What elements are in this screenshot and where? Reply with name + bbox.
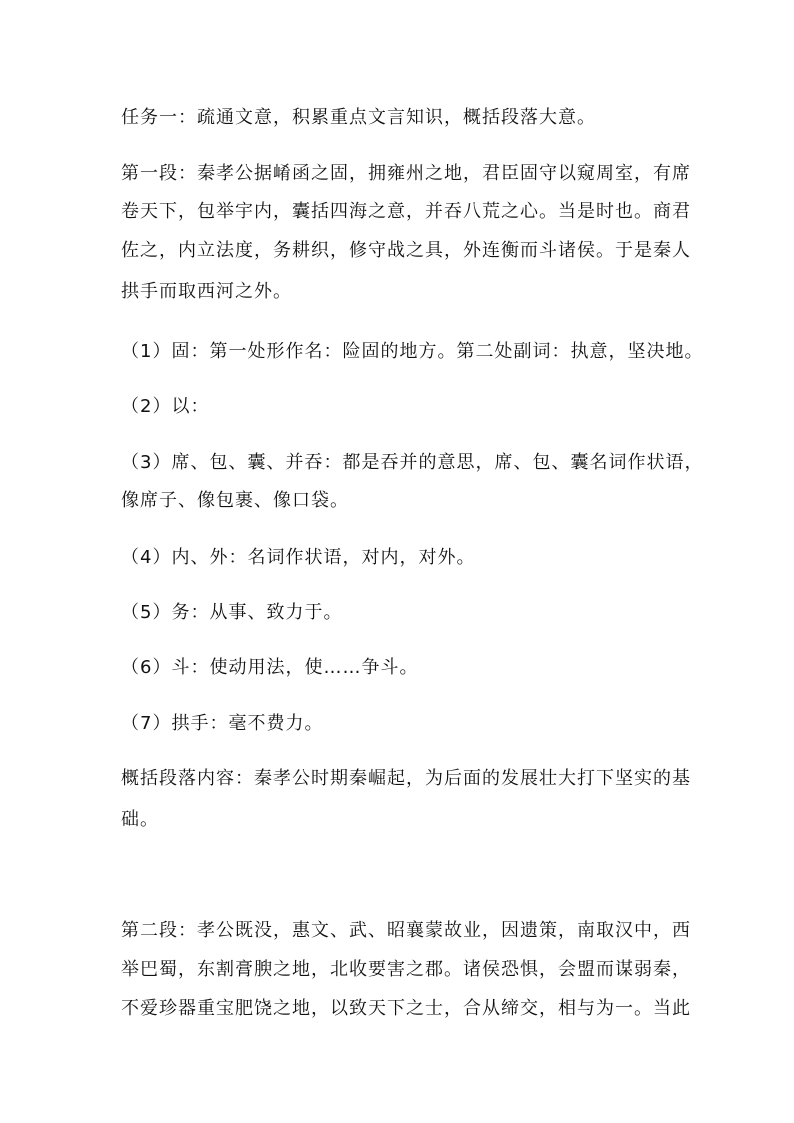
paragraph2-line: 举巴蜀，东割膏腴之地，北收要害之郡。诸侯恐惧，会盟而谋弱秦， <box>121 959 691 980</box>
summary-line: 础。 <box>121 809 159 830</box>
note-line: （1）固：第一处形作名：险固的地方。第二处副词：执意，坚决地。 <box>121 341 704 362</box>
note-line: （3）席、包、囊、并吞：都是吞并的意思，席、包、囊名词作状语， <box>121 452 704 473</box>
note-line: （4）内、外：名词作状语，对内，对外。 <box>121 547 476 568</box>
paragraph1-line: 第一段：秦孝公据崤函之固，拥雍州之地，君臣固守以窥周室，有席 <box>121 163 691 184</box>
paragraph1-line: 拱手而取西河之外。 <box>121 281 292 302</box>
paragraph1-line: 卷天下，包举宇内，囊括四海之意，并吞八荒之心。当是时也。商君 <box>121 201 691 222</box>
note-line: （6）斗：使动用法，使……争斗。 <box>121 657 419 678</box>
note-line: （2）以： <box>121 396 210 417</box>
note-line: （5）务：从事、致力于。 <box>121 602 343 623</box>
note-line: （7）拱手：毫不费力。 <box>121 713 324 734</box>
paragraph2-line: 第二段：孝公既没，惠文、武、昭襄蒙故业，因遗策，南取汉中，西 <box>121 920 691 941</box>
paragraph2-line: 不爱珍器重宝肥饶之地，以致天下之士，合从缔交，相与为一。当此 <box>121 998 691 1019</box>
paragraph1-line: 佐之，内立法度，务耕织，修守战之具，外连衡而斗诸侯。于是秦人 <box>121 240 691 261</box>
note-line: 像席子、像包裹、像口袋。 <box>121 490 349 511</box>
summary-line: 概括段落内容：秦孝公时期秦崛起，为后面的发展壮大打下坚实的基 <box>121 768 691 789</box>
task-heading: 任务一：疏通文意，积累重点文言知识，概括段落大意。 <box>121 107 596 128</box>
